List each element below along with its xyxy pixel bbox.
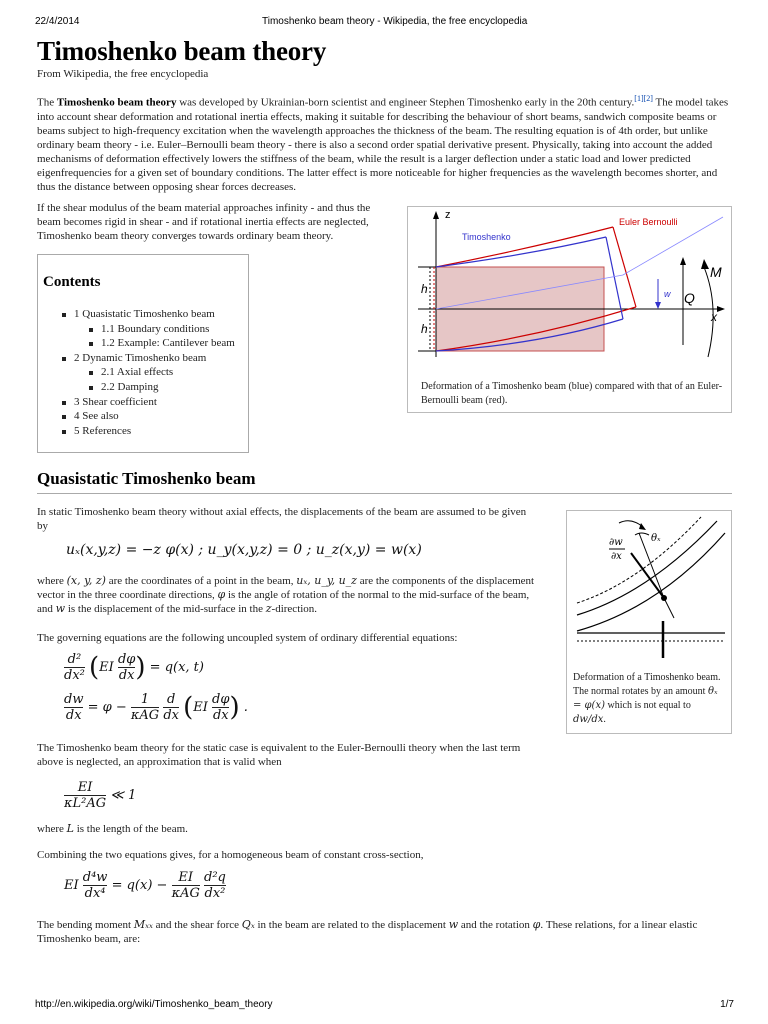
- intro-bold: Timoshenko beam theory: [56, 96, 177, 109]
- p7-a: The bending moment: [37, 919, 134, 931]
- p2-e: is the displacement of the mid-surface in the: [65, 603, 266, 615]
- displacement-paragraph: In static Timoshenko beam theory without axial effects, the displacements of the beam are assumed to be given by: [37, 506, 527, 532]
- p2-c: are the components of the displacement vector in the three coordinate directions,: [37, 575, 535, 601]
- toc-item-cantilever[interactable]: 1.2 Example: Cantilever beam: [101, 337, 235, 350]
- intro-mid: was developed by Ukrainian-born scientist and engineer Stephen Timoshenko early in the 20th century.: [176, 96, 635, 109]
- footer-url[interactable]: http://en.wikipedia.org/wiki/Timoshenko_beam_theory: [35, 999, 273, 1010]
- p5-b: is the length of the beam.: [73, 823, 188, 835]
- section-divider: [37, 493, 732, 494]
- page-subtitle: From Wikipedia, the free encyclopedia: [37, 68, 209, 80]
- equation-validity: $\frac{EI}{\text{κL²AG}}$ ≪ 1: [64, 780, 137, 811]
- table-of-contents: [37, 254, 249, 453]
- label-Q: Q: [684, 290, 695, 306]
- caption-theta: θₓ = φ(x): [573, 686, 718, 711]
- intro-pre: The: [37, 96, 57, 109]
- p2-a: where: [37, 575, 67, 587]
- figure-normal-rotation: [566, 510, 732, 734]
- label-euler: Euler Bernoulli: [619, 217, 678, 227]
- toc-title: Contents: [43, 274, 101, 290]
- equation-displacements: uₓ(x,y,z) = −z φ(x) ; u_y(x,y,z) = 0 ; u_z(x,y) = w(x): [66, 542, 422, 558]
- label-h-bottom: h: [421, 322, 428, 336]
- label-dw: ∂w: [609, 537, 623, 548]
- p2-u: uₓ, u_y, u_z: [296, 574, 357, 587]
- p7-d: and the rotation: [458, 919, 533, 931]
- coordinates-paragraph: [37, 574, 537, 616]
- toc-item-axial[interactable]: 2.1 Axial effects: [101, 365, 235, 380]
- caption-dw: dw/dx: [573, 714, 604, 725]
- equation-governing-2: $\frac{dw}{dx}$ = φ − $\frac{1}{\text{κAG}}$ $\frac{d}{dx}$ (EI $\frac{d\varphi}{dx}$ ) .: [64, 692, 248, 723]
- page-title: Timoshenko beam theory: [37, 36, 327, 66]
- intro-rest: The model takes into account shear deformation and rotational inertia effects, making it suitable for describing the behaviour of short beams, sandwich composite beams or beams subject to high-frequency excitation when the wavelength approaches the thickness of the beam. The resulting equation is of 4th order, but unlike ordinary beam theory - i.e. Euler–Bernoulli beam theory - there is also a second order spatial derivative present. Physically, taking into account the added mechanisms of deformation effectively lowers the stiffness of the beam, while the result is a larger deflection under a static load and lower predicted eigenfrequencies for a given set of boundary conditions. The latter effect is more noticeable for higher frequencies as the wavelength becomes shorter, and thus the distance between opposing shear forces decreases.: [37, 96, 729, 193]
- toc-item-shear-coefficient[interactable]: 3 Shear coefficient: [74, 395, 235, 410]
- toc-item-dynamic[interactable]: 2 Dynamic Timoshenko beam: [74, 351, 235, 366]
- bending-moment-paragraph: [37, 918, 732, 946]
- length-paragraph: [37, 822, 537, 836]
- reference-link[interactable]: [1][2]: [634, 94, 653, 103]
- p7-phi: φ: [532, 918, 541, 931]
- toc-item-references[interactable]: 5 References: [74, 424, 235, 439]
- equation-combined: EI $\frac{\text{d⁴w}}{\text{dx⁴}}$ = q(x) − $\frac{EI}{\text{κAG}}$ $\frac{\text{d²q}}{\text{dx²}}$: [64, 870, 226, 901]
- equation-governing-1: $\frac{\text{d²}}{\text{dx²}}$ (EI $\frac{d\varphi}{dx}$ ) = q(x, t): [64, 652, 204, 683]
- p2-b: are the coordinates of a point in the beam,: [105, 575, 297, 587]
- intro-paragraph: [37, 92, 732, 194]
- p2-phi: φ: [217, 588, 226, 601]
- equivalence-paragraph: The Timoshenko beam theory for the static case is equivalent to the Euler-Bernoulli theory when the last term above is neglected, an approximation that is valid when: [37, 742, 521, 768]
- toc-item-see-also[interactable]: 4 See also: [74, 409, 235, 424]
- label-M: M: [710, 264, 722, 280]
- p7-Q: Qₓ: [241, 918, 255, 931]
- p2-z: z: [265, 602, 272, 615]
- toc-item-quasistatic[interactable]: 1 Quasistatic Timoshenko beam: [74, 307, 235, 322]
- caption-end: .: [603, 714, 606, 725]
- beam-diagram: [408, 207, 731, 375]
- figure-beam-deformation: [407, 206, 732, 413]
- p2-f: -direction.: [271, 603, 318, 615]
- figure1-caption: Deformation of a Timoshenko beam (blue) compared with that of an Euler-Bernoulli beam (red).: [421, 381, 723, 406]
- figure2-caption: [573, 671, 725, 727]
- p5-L: L: [66, 822, 74, 835]
- caption-a: Deformation of a Timoshenko beam. The normal rotates by an amount: [573, 672, 721, 697]
- label-h-top: h: [421, 282, 428, 296]
- p2-d: is the angle of rotation of the normal to the mid-surface of the beam, and: [37, 589, 530, 615]
- label-theta: θₓ: [651, 533, 661, 544]
- rotation-drawing: [577, 517, 725, 658]
- toc-item-boundary-conditions[interactable]: 1.1 Boundary conditions: [101, 322, 235, 337]
- p2-xyz: (x, y, z): [66, 574, 106, 587]
- label-z: z: [445, 209, 451, 221]
- combining-paragraph: Combining the two equations gives, for a homogeneous beam of constant cross-section,: [37, 849, 424, 861]
- p7-e: . These relations, for a linear elastic Timoshenko beam, are:: [37, 919, 698, 945]
- p7-M: Mₓₓ: [133, 918, 153, 931]
- p2-w: w: [55, 602, 66, 615]
- toc-list: [74, 307, 235, 438]
- label-x: x: [711, 310, 717, 324]
- label-timoshenko: Timoshenko: [462, 232, 511, 242]
- p7-b: and the shear force: [152, 919, 242, 931]
- toc-item-damping[interactable]: 2.2 Damping: [101, 380, 235, 395]
- beam-drawing: [418, 209, 725, 357]
- caption-b: which is not equal to: [605, 700, 691, 711]
- print-title: Timoshenko beam theory - Wikipedia, the free encyclopedia: [262, 16, 528, 27]
- p7-w: w: [448, 918, 459, 931]
- label-w: w: [664, 289, 671, 299]
- label-dx: ∂x: [611, 551, 622, 562]
- print-date: 22/4/2014: [35, 16, 80, 27]
- section-heading-quasistatic: Quasistatic Timoshenko beam: [37, 469, 256, 488]
- p7-c: in the beam are related to the displacement: [254, 919, 449, 931]
- rotation-diagram: [569, 513, 731, 663]
- p5-a: where: [37, 823, 67, 835]
- governing-paragraph: The governing equations are the following uncoupled system of ordinary differential equations:: [37, 632, 458, 644]
- footer-page-number: 1/7: [720, 999, 734, 1010]
- shear-paragraph: If the shear modulus of the beam material approaches infinity - and thus the beam becomes rigid in shear - and if rotational inertia effects are neglected, Timoshenko beam theory converges towards ordinary beam theory.: [37, 202, 371, 242]
